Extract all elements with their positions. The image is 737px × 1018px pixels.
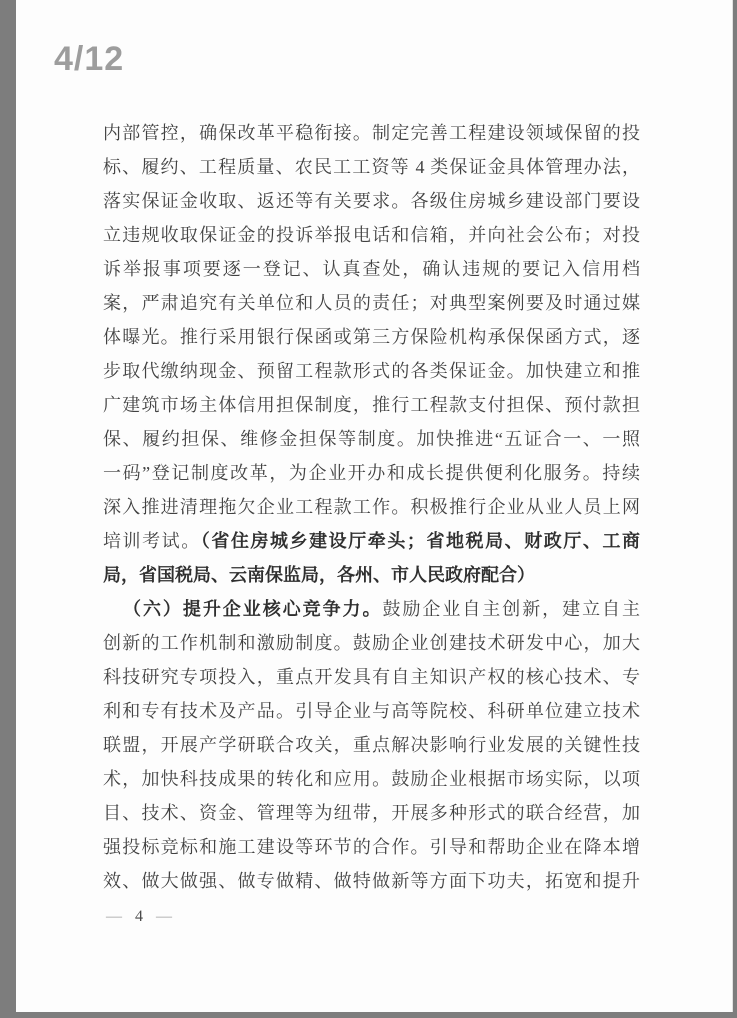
text-line: [103, 320, 640, 354]
text-run: 培训考试。: [103, 531, 201, 551]
document-text-block: [103, 116, 640, 898]
text-run: 术，加快科技成果的转化和应用。鼓励企业根据市场实际，以项: [103, 769, 640, 789]
text-line: [103, 422, 640, 456]
text-line: [103, 252, 640, 286]
text-line: [103, 286, 640, 320]
text-line: [103, 354, 640, 388]
text-line: [103, 490, 640, 524]
text-run: 案，严肃追究有关单位和人员的责任；对典型案例要及时通过媒: [103, 293, 640, 313]
text-line: [103, 456, 640, 490]
text-run: 一码”登记制度改革，为企业开办和成长提供便利化服务。持续: [103, 463, 640, 483]
text-line: [103, 116, 640, 150]
text-line: [103, 830, 640, 864]
text-run: 步取代缴纳现金、预留工程款形式的各类保证金。加快建立和推: [103, 361, 640, 381]
text-line: [103, 864, 640, 898]
page-indicator: 4/12: [54, 40, 125, 78]
document-page[interactable]: [16, 0, 733, 1012]
text-run: 标、履约、工程质量、农民工工资等 4 类保证金具体管理办法，: [103, 157, 640, 177]
text-line: [103, 796, 640, 830]
text-run: 落实保证金收取、返还等有关要求。各级住房城乡建设部门要设: [103, 191, 640, 211]
text-line: [103, 626, 640, 660]
text-line: [103, 660, 640, 694]
footer-dash-left: —: [106, 908, 123, 925]
text-run: 立违规收取保证金的投诉举报电话和信箱，并向社会公布；对投: [103, 225, 640, 245]
text-run: 深入推进清理拖欠企业工程款工作。积极推行企业从业人员上网: [103, 497, 640, 517]
text-line: [103, 218, 640, 252]
text-run: 保、履约担保、维修金担保等制度。加快推进“五证合一、一照: [103, 429, 640, 449]
text-line: [103, 524, 640, 558]
text-line: [103, 592, 640, 626]
bold-text-run: 局，省国税局、云南保监局，各州、市人民政府配合）: [103, 565, 535, 585]
text-run: 利和专有技术及产品。引导企业与高等院校、科研单位建立技术: [103, 701, 640, 721]
text-run: 目、技术、资金、管理等为纽带，开展多种形式的联合经营，加: [103, 803, 640, 823]
text-line: [103, 184, 640, 218]
text-line: [103, 728, 640, 762]
bold-text-run: （省住房城乡建设厅牵头；省地税局、财政厅、工商: [200, 531, 641, 551]
text-run: 内部管控，确保改革平稳衔接。制定完善工程建设领域保留的投: [103, 123, 640, 143]
text-run: 诉举报事项要逐一登记、认真查处，确认违规的要记入信用档: [103, 259, 640, 279]
footer-page-number: 4: [135, 908, 144, 925]
text-run: 效、做大做强、做专做精、做特做新等方面下功夫，拓宽和提升: [103, 871, 640, 891]
text-line: [103, 388, 640, 422]
text-run: 联盟，开展产学研联合攻关，重点解决影响行业发展的关键性技: [103, 735, 640, 755]
page-footer: [94, 906, 185, 928]
text-run: 广建筑市场主体信用担保制度，推行工程款支付担保、预付款担: [103, 395, 640, 415]
text-line: [103, 762, 640, 796]
text-run: 强投标竞标和施工建设等环节的合作。引导和帮助企业在降本增: [103, 837, 640, 857]
bold-text-run: （六）提升企业核心竞争力。: [123, 599, 383, 619]
text-run: 体曝光。推行采用银行保函或第三方保险机构承保保函方式，逐: [103, 327, 640, 347]
footer-dash-right: —: [156, 908, 173, 925]
text-line: [103, 558, 640, 592]
text-run: 鼓励企业自主创新，建立自主: [382, 599, 641, 619]
text-line: [103, 694, 640, 728]
text-run: 科技研究专项投入，重点开发具有自主知识产权的核心技术、专: [103, 667, 640, 687]
text-run: 创新的工作机制和激励制度。鼓励企业创建技术研发中心，加大: [103, 633, 640, 653]
text-line: [103, 150, 640, 184]
